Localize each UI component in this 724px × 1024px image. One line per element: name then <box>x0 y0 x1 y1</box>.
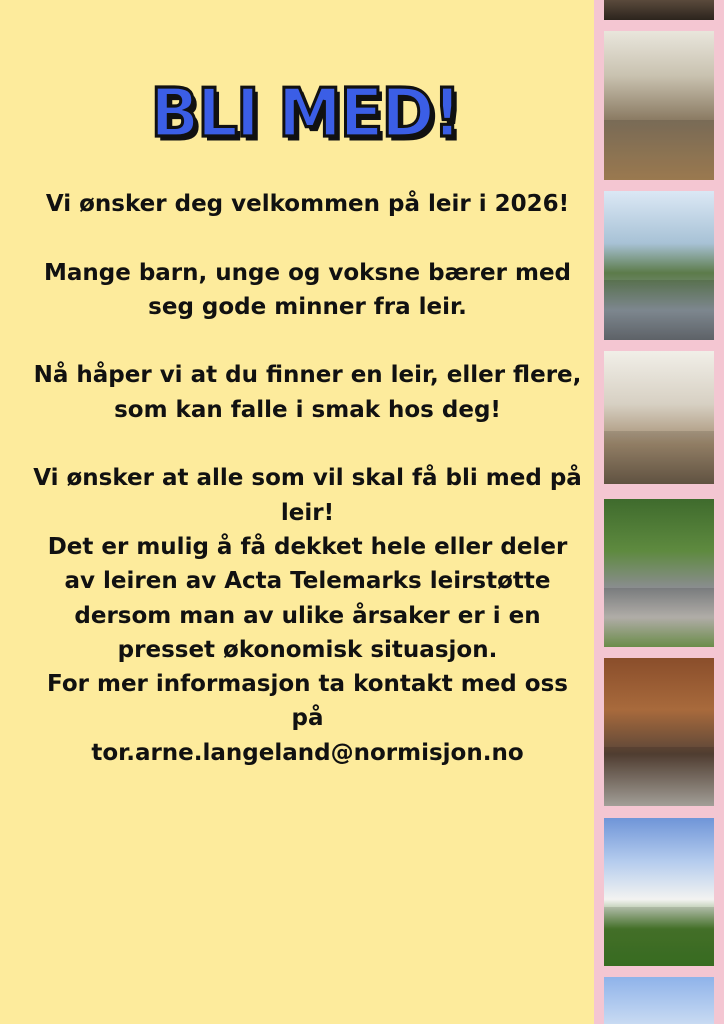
body-text <box>30 187 585 770</box>
photo-group-outdoors-road <box>604 191 714 340</box>
paragraph-hope: Nå håper vi at du finner en leir, eller flere, som kan falle i smak hos deg! <box>33 362 582 423</box>
paragraph-memories: Mange barn, unge og voksne bærer med seg gode minner fra leir. <box>43 259 572 320</box>
photo-stage-performance <box>604 351 714 484</box>
paragraph-contact: For mer informasjon ta kontakt med oss på <box>47 671 568 732</box>
photo-sky <box>604 977 714 1024</box>
contact-email[interactable]: tor.arne.langeland@normisjon.no <box>91 739 524 766</box>
photo-indoor-group-hug <box>604 658 714 806</box>
paragraph-everyone: Vi ønsker at alle som vil skal få bli med på leir! <box>33 465 582 526</box>
paragraph-support: Det er mulig å få dekket hele eller deler av leiren av Acta Telemarks leirstøtte dersom man av ulike årsaker er i en presset økonomisk situasjon. <box>47 533 568 663</box>
photo-dining-hall <box>604 31 714 180</box>
paragraph-welcome: Vi ønsker deg velkommen på leir i 2026! <box>45 191 570 217</box>
headline: BLI MED! <box>150 75 460 153</box>
photo-outdoor-gathering <box>604 499 714 647</box>
photo-strip <box>594 0 724 1024</box>
photo-top-partial <box>604 0 714 20</box>
photo-white-house-lawn <box>604 818 714 966</box>
